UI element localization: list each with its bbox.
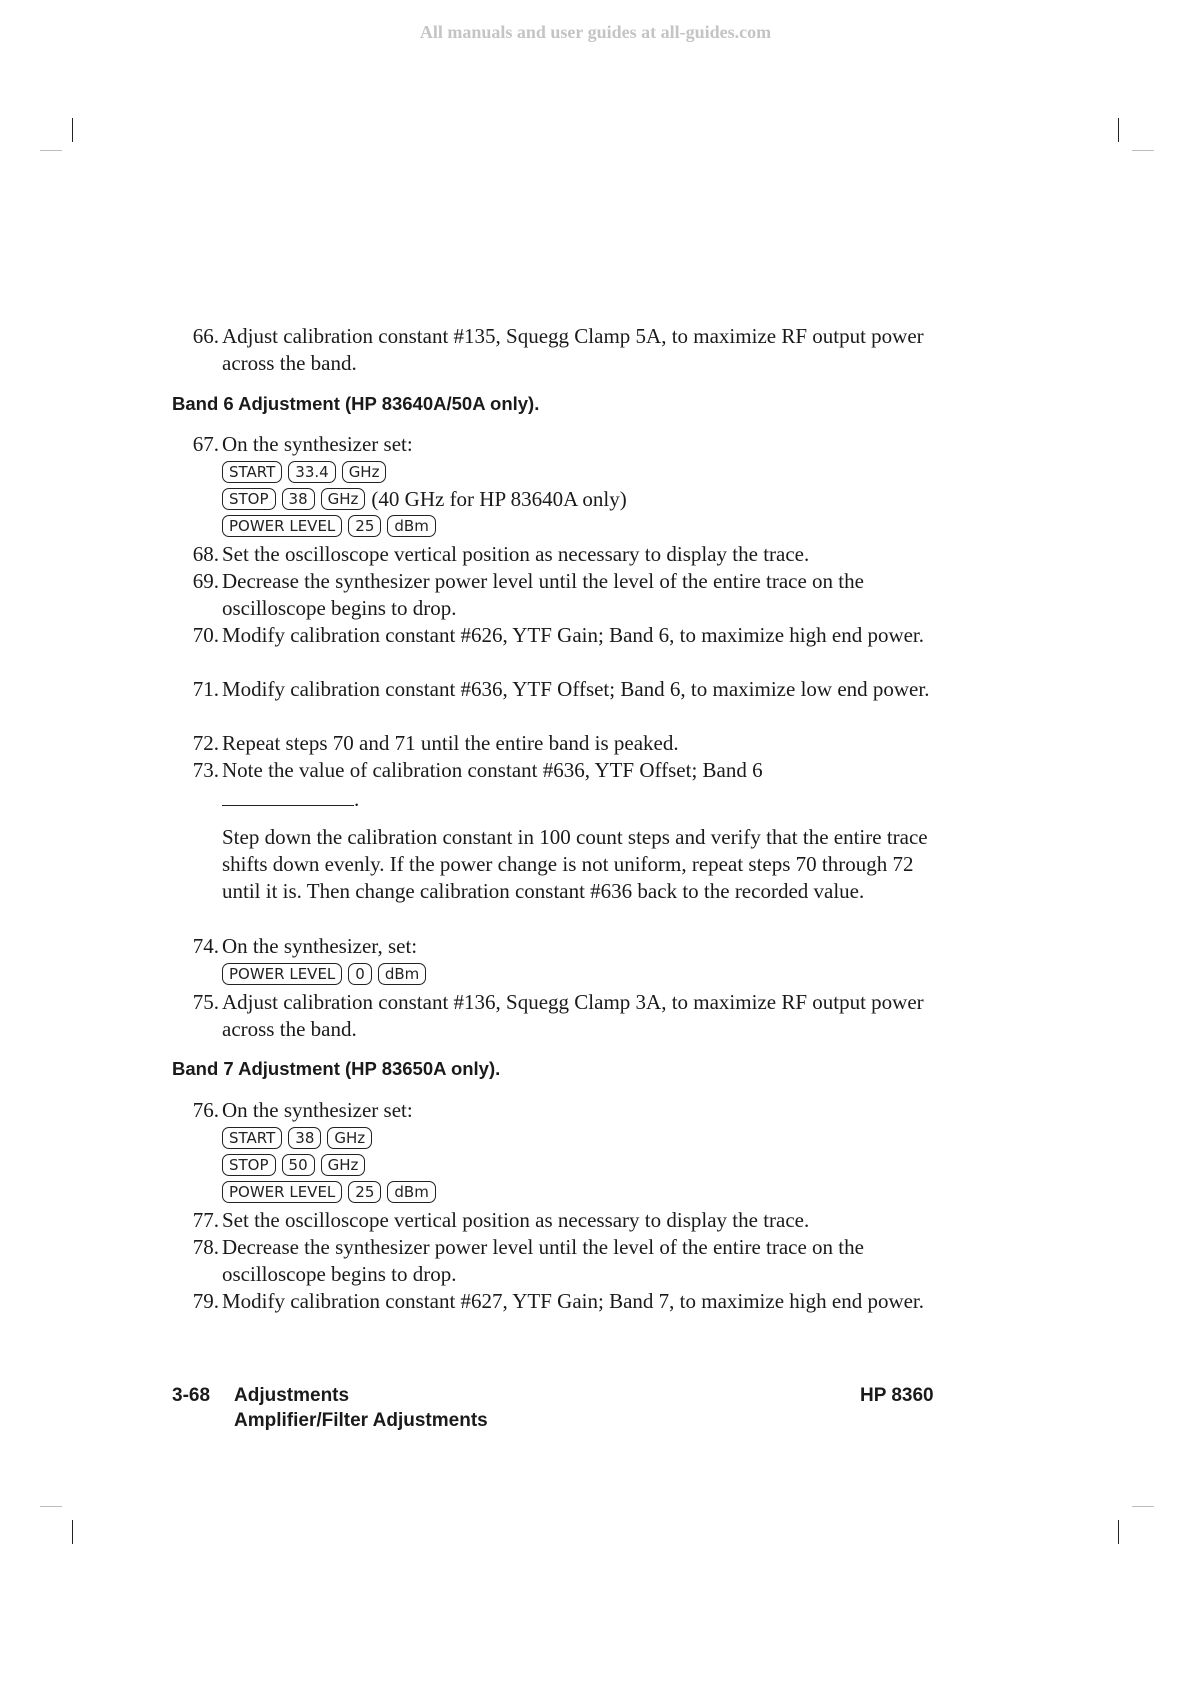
step-text: Decrease the synthesizer power level until the level of the entire trace on the oscilloscope begins to drop. bbox=[222, 569, 864, 620]
crop-mark bbox=[40, 1506, 62, 1507]
dbm-key[interactable]: dBm bbox=[387, 1181, 435, 1203]
step-number: 67. bbox=[192, 432, 219, 456]
crop-mark bbox=[40, 150, 62, 151]
step-number: 78. bbox=[192, 1235, 219, 1259]
value-key[interactable]: 25 bbox=[348, 1181, 381, 1203]
value-key[interactable]: 38 bbox=[282, 488, 315, 510]
step-text: Modify calibration constant #626, YTF Gain; Band 6, to maximize high end power. bbox=[222, 623, 925, 647]
blank-line bbox=[222, 787, 354, 806]
key-sequence bbox=[222, 460, 386, 484]
value-key[interactable]: 38 bbox=[288, 1127, 321, 1149]
value-key[interactable]: 33.4 bbox=[288, 461, 335, 483]
key-sequence bbox=[222, 1180, 436, 1204]
power-level-key[interactable]: POWER LEVEL bbox=[222, 515, 342, 537]
step-number: 66. bbox=[192, 324, 219, 348]
step-69 bbox=[183, 568, 943, 622]
step-number: 74. bbox=[192, 934, 219, 958]
footer-model: HP 8360 bbox=[860, 1385, 934, 1406]
crop-mark bbox=[72, 1520, 73, 1544]
step-67 bbox=[183, 431, 943, 458]
ghz-key[interactable]: GHz bbox=[327, 1127, 372, 1149]
dbm-key[interactable]: dBm bbox=[378, 963, 426, 985]
key-note: (40 GHz for HP 83640A only) bbox=[371, 486, 627, 511]
step-73 bbox=[183, 757, 943, 784]
step-text: Repeat steps 70 and 71 until the entire band is peaked. bbox=[222, 731, 679, 755]
key-sequence bbox=[222, 1126, 372, 1150]
value-key[interactable]: 0 bbox=[348, 963, 372, 985]
step-number: 79. bbox=[192, 1289, 219, 1313]
crop-mark bbox=[72, 118, 73, 142]
crop-mark bbox=[1118, 1520, 1119, 1544]
start-key[interactable]: START bbox=[222, 1127, 282, 1149]
ghz-key[interactable]: GHz bbox=[321, 488, 366, 510]
value-key[interactable]: 25 bbox=[348, 515, 381, 537]
step-number: 75. bbox=[192, 990, 219, 1014]
footer-section: Adjustments bbox=[234, 1385, 350, 1406]
step-77 bbox=[183, 1207, 943, 1234]
crop-mark bbox=[1132, 150, 1154, 151]
start-key[interactable]: START bbox=[222, 461, 282, 483]
step-number: 72. bbox=[192, 731, 219, 755]
watermark: All manuals and user guides at all-guides.com bbox=[419, 22, 772, 42]
step-text: Set the oscilloscope vertical position as necessary to display the trace. bbox=[222, 1208, 810, 1232]
step-text: On the synthesizer set: bbox=[222, 432, 413, 456]
ghz-key[interactable]: GHz bbox=[321, 1154, 366, 1176]
step-text: Note the value of calibration constant #636, YTF Offset; Band 6 bbox=[222, 758, 763, 782]
page-number: 3-68 bbox=[172, 1385, 211, 1406]
step-70 bbox=[183, 622, 943, 649]
stop-key[interactable]: STOP bbox=[222, 1154, 276, 1176]
step-73-paragraph: Step down the calibration constant in 100 count steps and verify that the entire trace shifts down evenly. If the power change is not uniform, repeat steps 70 through 72 until it is. Then change calibration constant #636 back to the recorded value. bbox=[222, 825, 928, 903]
step-74 bbox=[183, 933, 943, 960]
record-blank[interactable]: . bbox=[222, 786, 359, 813]
key-sequence bbox=[222, 962, 426, 986]
step-66 bbox=[183, 323, 943, 377]
power-level-key[interactable]: POWER LEVEL bbox=[222, 1181, 342, 1203]
step-number: 70. bbox=[192, 623, 219, 647]
step-number: 77. bbox=[192, 1208, 219, 1232]
step-number: 71. bbox=[192, 677, 219, 701]
step-text: On the synthesizer, set: bbox=[222, 934, 418, 958]
step-text: Modify calibration constant #636, YTF Offset; Band 6, to maximize low end power. bbox=[222, 677, 930, 701]
band7-heading: Band 7 Adjustment (HP 83650A only). bbox=[172, 1058, 501, 1079]
step-text: Adjust calibration constant #135, Squegg Clamp 5A, to maximize RF output power across the band. bbox=[222, 324, 924, 375]
step-number: 69. bbox=[192, 569, 219, 593]
ghz-key[interactable]: GHz bbox=[342, 461, 387, 483]
footer-subsection: Amplifier/Filter Adjustments bbox=[234, 1410, 488, 1431]
step-number: 73. bbox=[192, 758, 219, 782]
step-75 bbox=[183, 989, 943, 1043]
stop-key[interactable]: STOP bbox=[222, 488, 276, 510]
crop-mark bbox=[1118, 118, 1119, 142]
step-68 bbox=[183, 541, 943, 568]
step-text: Adjust calibration constant #136, Squegg Clamp 3A, to maximize RF output power across the band. bbox=[222, 990, 924, 1041]
band6-heading: Band 6 Adjustment (HP 83640A/50A only). bbox=[172, 393, 540, 414]
crop-mark bbox=[1132, 1506, 1154, 1507]
step-text: On the synthesizer set: bbox=[222, 1098, 413, 1122]
step-text: Modify calibration constant #627, YTF Gain; Band 7, to maximize high end power. bbox=[222, 1289, 925, 1313]
key-sequence bbox=[222, 487, 627, 511]
step-71 bbox=[183, 676, 943, 703]
step-79 bbox=[183, 1288, 943, 1315]
step-number: 76. bbox=[192, 1098, 219, 1122]
key-sequence bbox=[222, 1153, 365, 1177]
dbm-key[interactable]: dBm bbox=[387, 515, 435, 537]
step-text: Set the oscilloscope vertical position as necessary to display the trace. bbox=[222, 542, 810, 566]
step-78 bbox=[183, 1234, 943, 1288]
power-level-key[interactable]: POWER LEVEL bbox=[222, 963, 342, 985]
step-72 bbox=[183, 730, 943, 757]
value-key[interactable]: 50 bbox=[282, 1154, 315, 1176]
step-number: 68. bbox=[192, 542, 219, 566]
step-76 bbox=[183, 1097, 943, 1124]
key-sequence bbox=[222, 514, 436, 538]
step-text: Decrease the synthesizer power level until the level of the entire trace on the oscilloscope begins to drop. bbox=[222, 1235, 864, 1286]
